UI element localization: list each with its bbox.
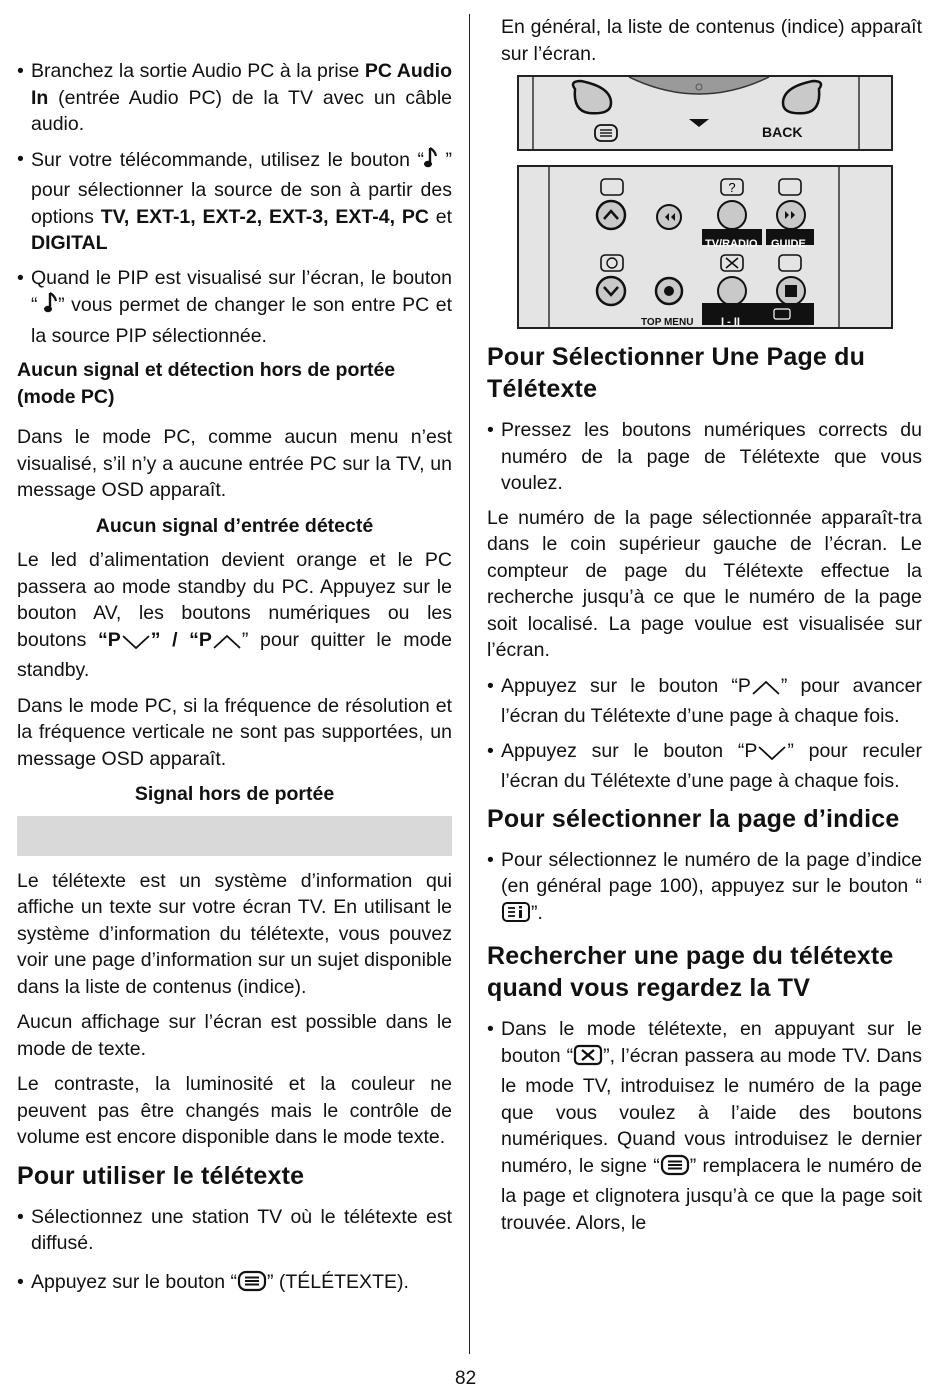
remote-i-ii-label: I - II [721, 316, 740, 328]
remote-topmenu-label: TOP MENU [641, 317, 694, 328]
text: et [428, 205, 452, 228]
bullet-page-forward [487, 673, 922, 730]
remote-image-buttons [517, 165, 893, 329]
paragraph-frequency: Dans le mode PC, si la fréquence de résolution et la fréquence verticale ne sont pas supportées, un message OSD apparaît. [17, 694, 452, 770]
text: Appuyez sur le bouton “ [31, 1270, 237, 1293]
text: ” pour avancer l’écran du Télétexte d’une page à chaque fois. [501, 674, 923, 727]
music-note-icon [44, 291, 58, 323]
text: ” pour sélectionner la source de son à partir des options [31, 148, 452, 228]
paragraph-teletext-intro: Le télétexte est un système d’information qui affiche un texte sur votre écran TV. En utilisant le système d’information du télétexte, vous pouvez voir une page d’information sur un sujet disponible dans la liste de contenus (indice). [17, 869, 452, 998]
text-bold: TV, EXT-1, EXT-2, EXT-3, EXT-4, PC [100, 205, 429, 228]
text: ” vous permet de changer le son entre PC et la source PIP sélectionnée. [31, 294, 452, 347]
bullet-numeric-buttons: • Pressez les boutons numériques corrects du numéro de la page de Télétexte que vous voulez. [487, 417, 922, 497]
text: Branchez la sortie Audio PC à la prise [31, 60, 365, 82]
p-up-icon [751, 677, 781, 704]
p-down-icon [121, 631, 151, 658]
text: ” pour reculer l’écran du Télétexte d’une page à chaque fois. [501, 739, 922, 792]
paragraph-led [17, 547, 452, 684]
p-up-icon [212, 631, 242, 658]
paragraph-index-general: En général, la liste de contenus (indice) apparaît sur l’écran. [501, 16, 922, 65]
text: Sur votre télécommande, utilisez le bouton “ [31, 148, 424, 171]
text: Appuyez sur le bouton “P [501, 674, 751, 697]
paragraph-pc-mode: Dans le mode PC, comme aucun menu n’est visualisé, s’il n’y a aucune entrée PC sur la TV, un message OSD apparaît. [17, 426, 452, 501]
teletext-icon [237, 1270, 267, 1300]
text-bold: ” / “P [150, 628, 212, 651]
text-bold: PC Audio In [31, 60, 452, 109]
text: ” pour quitter le mode standby. [17, 628, 452, 681]
heading-search-page: Rechercher une page du télétexte quand vous regardez la TV [487, 942, 894, 1002]
paragraph-teletext-display: Aucun affichage sur l’écran est possible dans le mode de texte. [17, 1011, 452, 1060]
page-number: 82 [455, 1368, 477, 1389]
text: ” remplacera le numéro de la page et clignotera jusqu’à ce que la page soit trouvée. Alors, le [501, 1154, 922, 1234]
bullet-remote-source [17, 146, 452, 257]
heading-select-page: Pour Sélectionner Une Page du Télétexte [487, 343, 866, 403]
text: Pour sélectionnez le numéro de la page d’indice (en général page 100), appuyez sur le bouton “ [501, 848, 922, 897]
remote-back-label: BACK [762, 124, 803, 140]
heading-index-page: Pour sélectionner la page d’indice [487, 804, 900, 833]
bullet-search [487, 1016, 922, 1236]
column-divider [469, 14, 470, 1354]
heading-no-input: Aucun signal d’entrée détecté [95, 514, 374, 537]
bullet-page-back [487, 738, 922, 795]
remote-tvradio-label: TV/RADIO [705, 238, 758, 250]
heading-out-of-range: Signal hors de portée [134, 783, 335, 805]
music-note-icon [424, 146, 438, 178]
text: ”. [531, 901, 543, 924]
text: ” (TÉLÉTEXTE). [266, 1270, 409, 1293]
text: Appuyez sur le bouton “P [501, 739, 758, 762]
text-bold: DIGITAL [31, 232, 108, 254]
bullet-audio-pc [17, 58, 452, 138]
paragraph-page-number: Le numéro de la page sélectionnée apparaît-tra dans le coin supérieur gauche de l’écran. Le compteur de page du Télétexte effectue la recherche jusqu’à ce que le numéro de la page soit localisé. La page voulue est visualisée sur l’écran. [487, 506, 922, 661]
text: Quand le PIP est visualisé sur l’écran, le bouton “ [31, 266, 452, 316]
text-bold: “P [98, 628, 121, 651]
left-column [17, 58, 452, 1307]
p-down-icon [757, 742, 787, 769]
text: ”, l’écran passera au mode TV. Dans le mode TV, introduisez le numéro de la page que vous voulez à l’aide des boutons numériques. Quand vous introduisez le dernier numéro, le signe “ [501, 1044, 923, 1177]
bullet-index [487, 847, 922, 931]
paragraph-teletext-contrast: Le contraste, la luminosité et la couleur ne peuvent pas être changés mais le contrôle de volume est encore disponible dans le mode texte. [17, 1073, 452, 1148]
svg-text:?: ? [728, 180, 736, 195]
right-column [487, 14, 922, 1244]
teletext-icon [660, 1154, 690, 1184]
text: Dans le mode télétexte, en appuyant sur le bouton “ [501, 1018, 922, 1067]
bullet-pip [17, 265, 452, 350]
heading-no-signal: Aucun signal et détection hors de portée (mode PC) [17, 359, 396, 408]
bullet-press-teletext [17, 1269, 452, 1300]
text: Le led d’alimentation devient orange et le PC passera ao mode standby du PC. Appuyez sur le bouton AV, les boutons numériques ou les boutons [17, 549, 452, 651]
heading-use-teletext: Pour utiliser le télétexte [17, 1161, 305, 1190]
remote-image-back [517, 75, 893, 151]
bullet-select-station: • Sélectionnez une station TV où le télétexte est diffusé. [17, 1204, 452, 1257]
cancel-icon [573, 1044, 603, 1074]
index-icon [501, 901, 531, 931]
section-banner [17, 816, 452, 856]
remote-guide-label: GUIDE [771, 238, 806, 250]
remote-back-illustration [519, 77, 891, 149]
text: (entrée Audio PC) de la TV avec un câble audio. [31, 86, 452, 135]
